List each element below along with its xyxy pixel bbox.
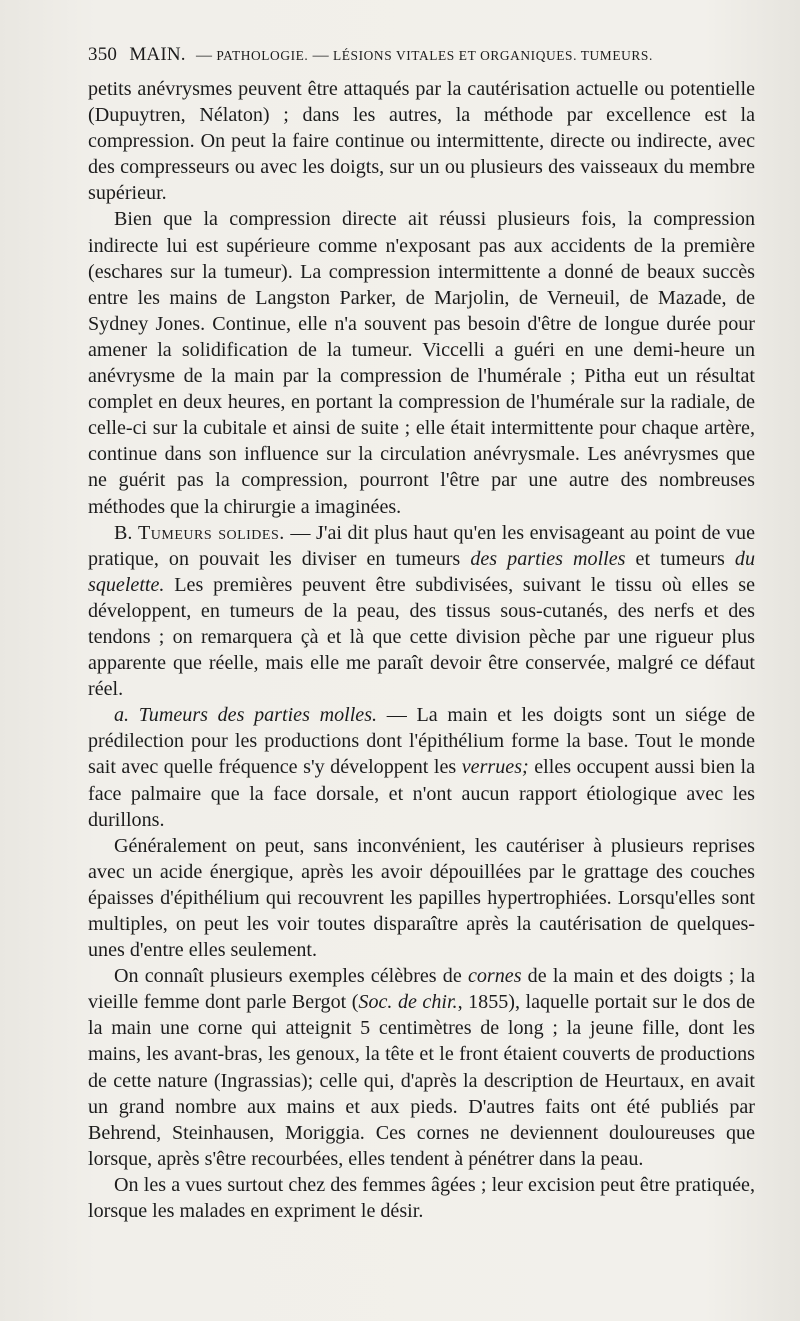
text-run: — J'ai dit plus haut qu'en les envisageant au point de vue pratique, on pouvait les diviser en tumeurs: [88, 521, 755, 570]
text-run: de la main et des doigts ; la vieille femme dont parle Bergot (: [88, 965, 756, 1014]
citation: Soc. de chir.: [358, 991, 458, 1014]
header-dash: —: [312, 47, 329, 64]
text-run: et tumeurs: [625, 547, 735, 570]
header-part-pathologie: PATHOLOGIE.: [216, 48, 309, 63]
text-run: , 1855), laquelle portait sur le dos de la main une corne qui atteignit 5 centimètres de long ; la jeune fille, dont les mains, les avant-bras, les genoux, la tête et le front étaient couverts de productions de cette nature (Ingrassias); celle qui, d'après la description de Heurtaux, en avait un grand nombre aux mains et aux pieds. D'autres faits ont été publiés par Behrend, Steinhausen, Moriggia. Ces cornes ne deviennent douloureuses que lorsque, après s'être recourbées, elles tendent à pénétrer dans la peau.: [88, 991, 755, 1170]
italic-term: du squelette.: [88, 547, 755, 596]
paragraph-excision: On les a vues surtout chez des femmes âgées ; leur excision peut être pratiquée, lorsque les malades en expriment le désir.: [88, 1173, 755, 1223]
paragraph-tumeurs-solides: [88, 520, 755, 703]
header-dash: —: [195, 47, 213, 64]
text-run: Les premières peuvent être subdivisées, suivant le tissu où elles se développent, en tumeurs de la peau, des tissus sous-cutanés, des nerfs et des tendons ; on remarquera çà et là que cette division pèche par une rigueur plus apparente que réelle, mais elle me paraît devoir être conservée, malgré ce défaut réel.: [88, 573, 755, 701]
section-heading: Tumeurs solides.: [138, 521, 285, 544]
paragraph-cauterisation: Généralement on peut, sans inconvénient, les cautériser à plusieurs reprises avec un acide énergique, après les avoir dépouillées par le grattage des couches épaisses d'épithélium qui recouvrent les papilles hypertrophiées. Lorsqu'elles sont multiples, on peut les voir toutes disparaître après la cautérisation de quelques-unes d'entre elles seulement.: [88, 834, 755, 962]
paragraph-aneurysm-treatment: petits anévrysmes peuvent être attaqués par la cautérisation actuelle ou potentielle (Dupuytren, Nélaton) ; dans les autres, la méthode par excellence est la compression. On peut la faire continue ou intermittente, directe ou indirecte, avec des compresseurs ou avec les doigts, sur un ou plusieurs des vaisseaux du membre supérieur.: [88, 78, 755, 205]
text-run: elles occupent aussi bien la face palmaire que la face dorsale, et n'ont aucun rapport étiologique avec les durillons.: [88, 756, 755, 831]
text-run: On connaît plusieurs exemples célèbres de: [114, 965, 468, 988]
paragraph-parties-molles: [88, 702, 755, 832]
subsection-heading: a. Tumeurs des parties molles.: [114, 704, 378, 727]
italic-term: cornes: [467, 965, 522, 988]
section-title: MAIN.: [129, 44, 186, 65]
section-letter: B.: [114, 521, 133, 544]
body-text: [88, 76, 755, 1224]
page-number: 350: [88, 44, 118, 65]
paragraph-compression: Bien que la compression directe ait réussi plusieurs fois, la compression indirecte lui est supérieure comme n'exposant pas aux accidents de la première (eschares sur la tumeur). La compression intermittente a donné de beaux succès entre les mains de Langston Parker, de Marjolin, de Verneuil, de Mazade, de Sydney Jones. Continue, elle n'a souvent pas besoin d'être de longue durée pour amener la solidification de la tumeur. Viccelli a guéri en une demi-heure un anévrysme de la main par la compression de l'humérale ; Pitha eut un résultat complet en deux heures, en portant la compression de l'humérale sur la radiale, de celle-ci sur la cubitale et ainsi de suite ; elle était intermittente pour chaque artère, continue dans son influence sur la circulation anévrysmale. Les anévrysmes que ne guérit pas la compression, pourront l'être par une autre des nombreuses méthodes que la chirurgie a imaginées.: [88, 208, 755, 518]
paragraph-cornes: [88, 963, 755, 1172]
italic-term: des parties molles: [470, 547, 626, 570]
header-part-lesions: LÉSIONS VITALES ET ORGANIQUES. TUMEURS.: [332, 48, 653, 63]
italic-term: verrues;: [461, 756, 529, 779]
running-head: [88, 44, 768, 66]
text-run: — La main et les doigts sont un siége de prédilection pour les productions dont l'épithélium forme la base. Tout le monde sait avec quelle fréquence s'y développent les: [88, 704, 755, 779]
